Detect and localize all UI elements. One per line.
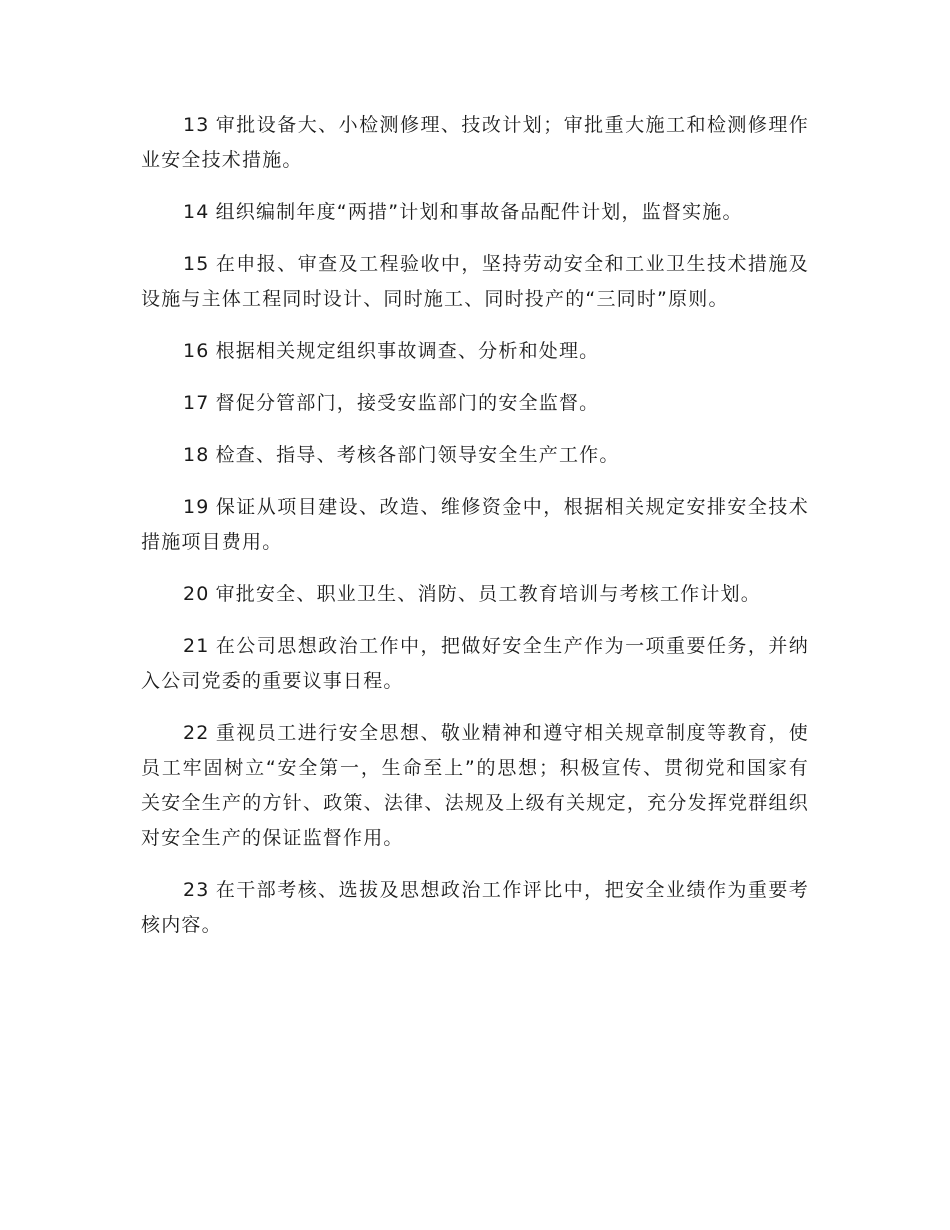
clause-text: 督促分管部门，接受安监部门的安全监督。 [215, 392, 600, 414]
clause-number: 15 [183, 253, 210, 275]
clause-19 [141, 490, 809, 560]
clause-number: 19 [183, 496, 210, 518]
clause-number: 23 [183, 879, 210, 901]
clause-15 [141, 247, 809, 317]
clause-number: 16 [183, 340, 210, 362]
clause-14 [141, 195, 809, 230]
clause-22 [141, 716, 809, 856]
clause-number: 21 [183, 635, 210, 657]
clause-number: 17 [183, 392, 210, 414]
clause-23 [141, 873, 809, 943]
clause-number: 22 [183, 722, 210, 744]
clause-13 [141, 108, 809, 178]
clause-16 [141, 334, 809, 369]
clause-number: 14 [183, 201, 210, 223]
clause-text: 保证从项目建设、改造、维修资金中，根据相关规定安排安全技术措施项目费用。 [141, 496, 809, 553]
clause-text: 检查、指导、考核各部门领导安全生产工作。 [215, 444, 620, 466]
clause-text: 根据相关规定组织事故调查、分析和处理。 [215, 340, 600, 362]
clause-number: 20 [183, 583, 210, 605]
clause-text: 组织编制年度“两措”计划和事故备品配件计划，监督实施。 [215, 201, 743, 223]
clause-18 [141, 438, 809, 473]
document-body [141, 108, 809, 960]
clause-text: 审批设备大、小检测修理、技改计划；审批重大施工和检测修理作业安全技术措施。 [141, 114, 809, 171]
clause-21 [141, 629, 809, 699]
clause-number: 18 [183, 444, 210, 466]
clause-text: 重视员工进行安全思想、敬业精神和遵守相关规章制度等教育，使员工牢固树立“安全第一，生命至上”的思想；积极宣传、贯彻党和国家有关安全生产的方针、政策、法律、法规及上级有关规定，充分发挥党群组织对安全生产的保证监督作用。 [141, 722, 809, 849]
clause-number: 13 [183, 114, 210, 136]
clause-20 [141, 577, 809, 612]
clause-text: 审批安全、职业卫生、消防、员工教育培训与考核工作计划。 [215, 583, 761, 605]
clause-17 [141, 386, 809, 421]
clause-text: 在干部考核、选拔及思想政治工作评比中，把安全业绩作为重要考核内容。 [141, 879, 809, 936]
clause-text: 在公司思想政治工作中，把做好安全生产作为一项重要任务，并纳入公司党委的重要议事日程。 [141, 635, 809, 692]
clause-text: 在申报、审查及工程验收中，坚持劳动安全和工业卫生技术措施及设施与主体工程同时设计、同时施工、同时投产的“三同时”原则。 [141, 253, 809, 310]
